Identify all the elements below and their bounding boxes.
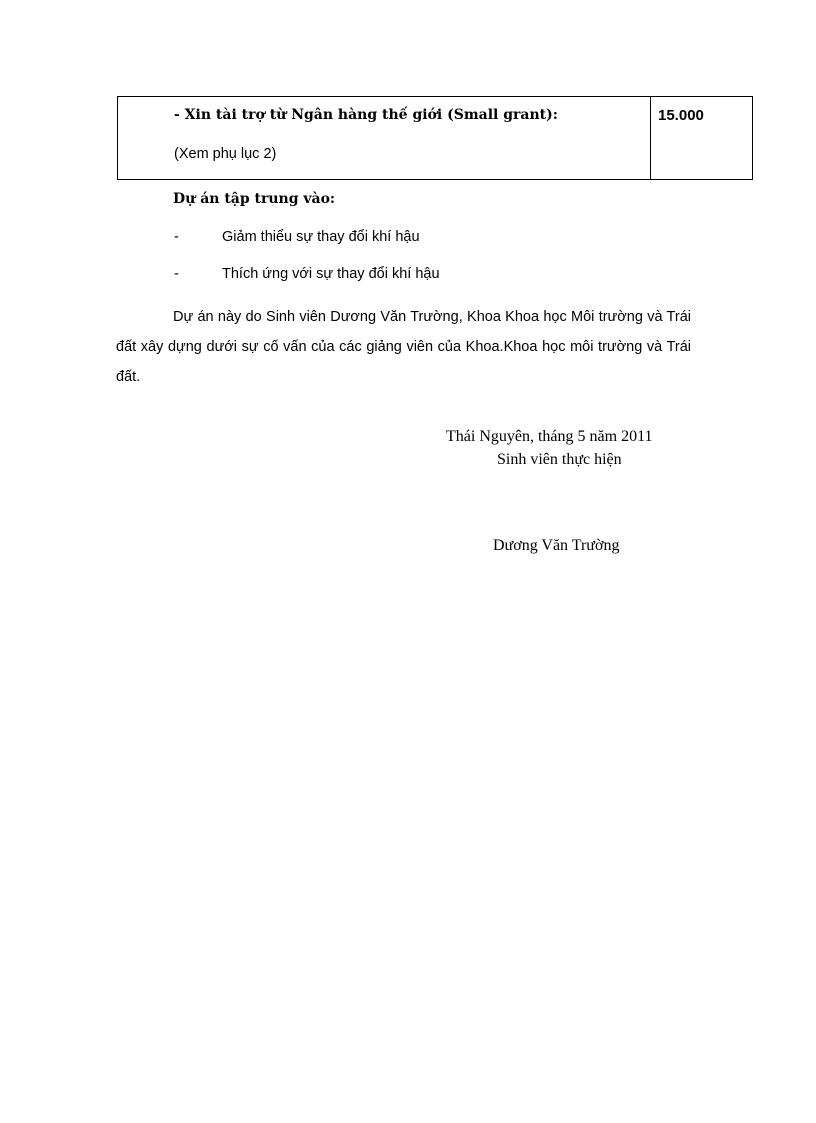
- signature-date: Thái Nguyên, tháng 5 năm 2011: [446, 428, 653, 445]
- list-item-text: Giảm thiểu sự thay đổi khí hậu: [222, 229, 420, 245]
- list-dash: -: [174, 266, 179, 282]
- table-column-divider: [650, 97, 651, 179]
- funding-source-title: - Xin tài trợ từ Ngân hàng thế giới (Small grant):: [174, 107, 558, 123]
- signature-name: Dương Văn Trường: [493, 537, 620, 554]
- appendix-note: (Xem phụ lục 2): [174, 146, 277, 162]
- project-description: Dự án này do Sinh viên Dương Văn Trường, Khoa Khoa học Môi trường và Trái đất xây dựng dưới sự cố vấn của các giảng viên của Khoa.Khoa học môi trường và Trái đất.: [116, 309, 691, 385]
- focus-heading: Dự án tập trung vào:: [173, 191, 336, 207]
- signature-role: Sinh viên thực hiện: [497, 451, 622, 468]
- funding-table: [117, 96, 753, 180]
- list-item-text: Thích ứng với sự thay đổi khí hậu: [222, 266, 440, 282]
- funding-amount: 15.000: [658, 107, 704, 124]
- list-dash: -: [174, 229, 179, 245]
